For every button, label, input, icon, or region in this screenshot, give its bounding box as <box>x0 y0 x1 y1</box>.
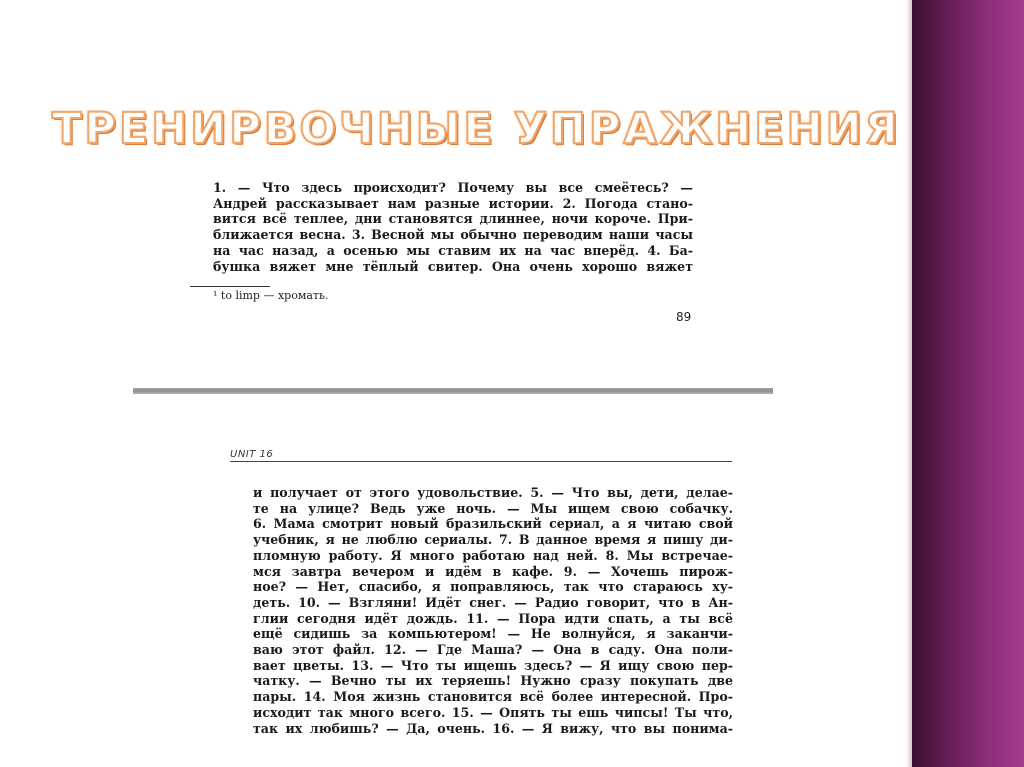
page-number: 89 <box>676 310 692 324</box>
unit-label: UNIT 16 <box>230 449 274 460</box>
text-line: те на улице? Ведь уже ночь. — Мы ищем свою собачку. <box>253 500 733 516</box>
text-line: ближается весна. 3. Весной мы обычно переводим наши часы <box>213 227 693 243</box>
text-line: вится всё теплее, дни становятся длиннее, ночи короче. При- <box>213 211 693 227</box>
text-line: ещё сидишь за компьютером! — Не волнуйся, я заканчи- <box>253 626 733 642</box>
page-separator <box>133 388 773 394</box>
text-line: так их любишь? — Да, очень. 16. — Я вижу, что вы понима- <box>253 720 733 736</box>
unit-header-rule <box>230 461 732 462</box>
text-line: пломную работу. Я много работаю над ней. 8. Мы встречае- <box>253 547 733 563</box>
text-line: и получает от этого удовольствие. 5. — Что вы, дети, делае- <box>253 485 733 500</box>
text-line: 6. Мама смотрит новый бразильский сериал, а я читаю свой <box>253 516 733 532</box>
text-line: глии сегодня идёт дождь. 11. — Пора идти спать, а ты всё <box>253 610 733 626</box>
text-line: мся завтра вечером и идём в кафе. 9. — Хочешь пирож- <box>253 563 733 579</box>
text-line: чатку. — Вечно ты их теряешь! Нужно сразу покупать две <box>253 673 733 689</box>
text-line: учебник, я не люблю сериалы. 7. В данное время я пишу ди- <box>253 532 733 548</box>
text-line: деть. 10. — Взгляни! Идёт снег. — Радио говорит, что в Ан- <box>253 594 733 610</box>
footnote-rule <box>190 286 270 287</box>
text-line: вает цветы. 13. — Что ты ищешь здесь? — Я ищу свою пер- <box>253 657 733 673</box>
text-line: бушка вяжет мне тёплый свитер. Она очень хорошо вяжет <box>213 258 693 274</box>
text-line: ное? — Нет, спасибо, я поправляюсь, так что стараюсь ху- <box>253 579 733 595</box>
side-panel-decoration <box>912 0 1024 767</box>
slide-title: ТРЕНИРВОЧНЫЕ УПРАЖНЕНИЯ <box>52 104 901 154</box>
footnote: ¹ to limp — хромать. <box>213 289 329 302</box>
text-line: пары. 14. Моя жизнь становится всё более интересной. Про- <box>253 689 733 705</box>
text-line: исходит так много всего. 15. — Опять ты ешь чипсы! Ты что, <box>253 704 733 720</box>
text-line: Андрей рассказывает нам разные истории. 2. Погода стано- <box>213 195 693 211</box>
text-line: 1. — Что здесь происходит? Почему вы все смеётесь? — <box>213 180 693 195</box>
text-line: на час назад, а осенью мы ставим их на час вперёд. 4. Ба- <box>213 242 693 258</box>
page-bottom-text <box>253 485 733 736</box>
page-top-text <box>213 180 693 274</box>
text-line: ваю этот файл. 12. — Где Маша? — Она в саду. Она поли- <box>253 642 733 658</box>
